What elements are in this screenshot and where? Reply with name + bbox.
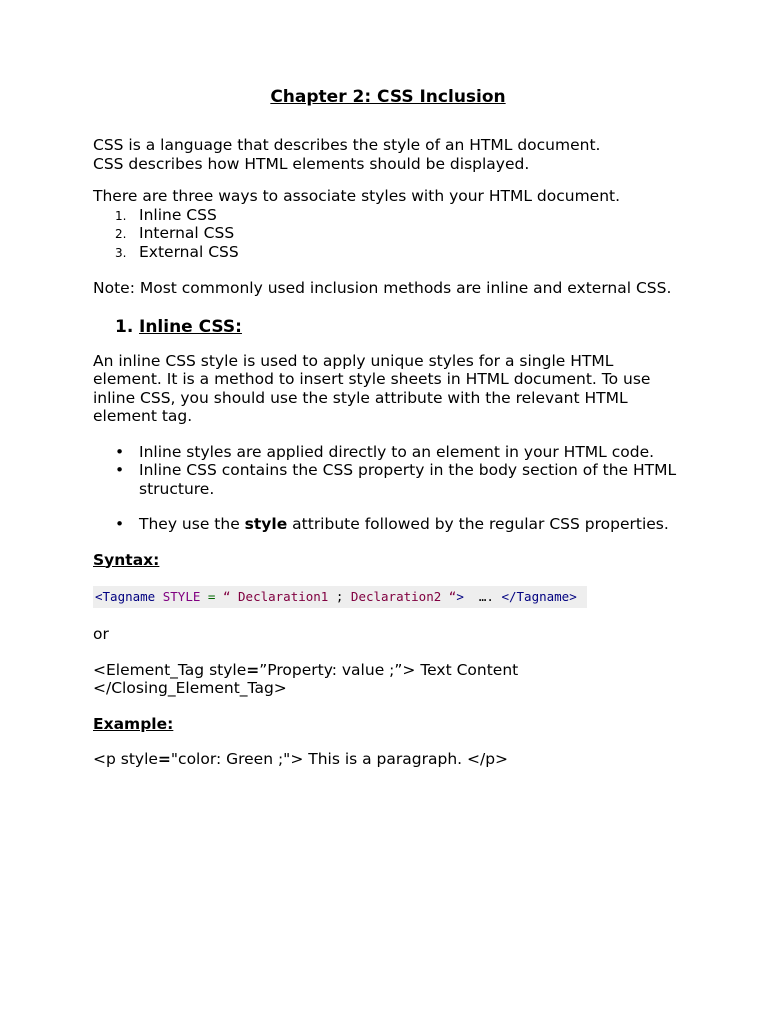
syntax-heading: Syntax: xyxy=(93,550,160,569)
list-number: 1. xyxy=(115,208,127,223)
list-label: Internal CSS xyxy=(139,224,235,242)
list-item xyxy=(93,243,683,262)
list-item xyxy=(93,206,683,225)
chapter-title: Chapter 2: CSS Inclusion xyxy=(270,87,506,107)
note-paragraph: Note: Most commonly used inclusion methods are inline and external CSS. xyxy=(93,279,672,297)
intro-line-2: CSS describes how HTML elements should be displayed. xyxy=(93,154,530,173)
list-item xyxy=(93,224,683,243)
list-number: 2. xyxy=(115,227,127,241)
list-label: External CSS xyxy=(139,242,239,261)
bullet-icon: • xyxy=(115,442,125,461)
bullet-text: They use the style attribute followed by the regular CSS properties. xyxy=(139,515,669,533)
inline-css-description: An inline CSS style is used to apply unique styles for a single HTML element. It is a method to insert style sheets in HTML document. To use inline CSS, you should use the style attribute with the relevant HTML element tag. xyxy=(93,351,651,425)
bullet-icon: • xyxy=(115,461,125,479)
list-item xyxy=(93,443,683,462)
ways-list xyxy=(93,206,683,262)
list-label: Inline CSS xyxy=(139,205,217,224)
list-number: 3. xyxy=(115,245,127,260)
bullet-text: Inline CSS contains the CSS property in the body section of the HTML structure. xyxy=(139,461,677,498)
inline-css-bullets xyxy=(93,443,683,534)
element-syntax-line-1: <Element_Tag style=”Property: value ;”> Text Content xyxy=(93,660,519,679)
document-page xyxy=(93,86,683,769)
syntax-code-block: <Tagname STYLE = “ Declaration1 ; Declaration2 “> …. </Tagname> xyxy=(93,586,587,608)
example-code-line: <p style="color: Green ;"> This is a paragraph. </p> xyxy=(93,750,509,768)
ways-lead: There are three ways to associate styles with your HTML document. xyxy=(93,187,621,205)
style-keyword: style xyxy=(244,515,288,533)
section-title: Inline CSS: xyxy=(139,316,242,337)
section-heading-inline-css xyxy=(93,316,683,338)
list-item xyxy=(93,461,683,498)
section-number: 1. xyxy=(115,316,134,337)
or-text: or xyxy=(93,625,109,643)
bullet-icon: • xyxy=(115,515,125,533)
element-syntax-line-2: </Closing_Element_Tag> xyxy=(93,679,287,697)
list-item xyxy=(93,515,683,534)
example-heading: Example: xyxy=(93,714,174,733)
bullet-text: Inline styles are applied directly to an element in your HTML code. xyxy=(139,442,655,461)
intro-line-1: CSS is a language that describes the style of an HTML document. xyxy=(93,136,601,154)
